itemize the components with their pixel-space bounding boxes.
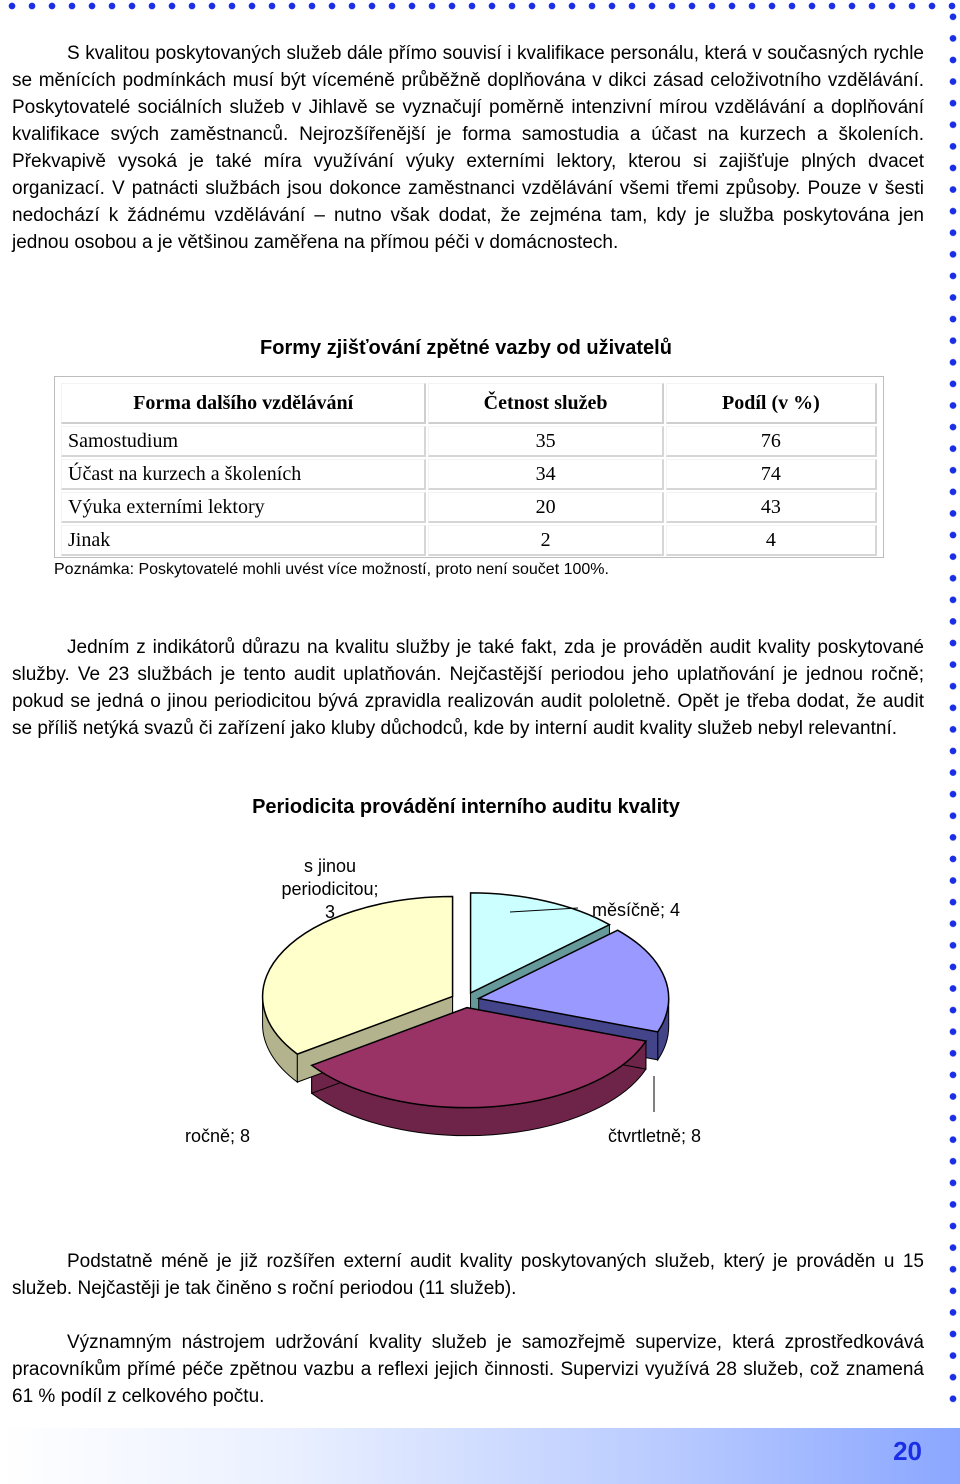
table-row [61,426,877,457]
education-table [54,376,884,558]
chart-heading: Periodicita provádění interního auditu kvality [252,796,680,818]
table-note: Poznámka: Poskytovatelé mohli uvést více možností, proto není součet 100%. [54,561,609,578]
right-dot-border [946,6,960,1416]
cell-form: Samostudium [61,426,426,457]
slice-label: čtvrtletně; 8 [608,1126,702,1146]
cell-frequency: 35 [428,426,663,457]
column-header-frequency: Četnost služeb [428,383,663,424]
paragraph-external-audit: Podstatně méně je již rozšířen externí audit kvality poskytovaných služeb, který je prováděn u 15 služeb. Nejčastěji je tak činěno s roční periodou (11 služeb). [12,1251,924,1299]
cell-share: 76 [666,426,877,457]
cell-frequency: 20 [428,492,663,523]
cell-frequency: 2 [428,525,663,556]
cell-share: 43 [666,492,877,523]
table-header-row [61,383,877,424]
paragraph-audit: Jedním z indikátorů důrazu na kvalitu služby je také fakt, zda je prováděn audit kvality poskytované služby. Ve 23 službách je tento audit uplatňován. Nejčastější periodou jeho uplatňování je jednou ročně; pokud se jedná o jinou periodicitou bývá zpravidla realizován audit pololetně. Opět je třeba dodat, že audit se příliš netýká svazů či zařízení jako kluby důchodců, kde by interní audit kvality služeb nebyl relevantní. [12,637,924,739]
slice-label: s jinou periodicitou; 3 [281,856,379,922]
cell-share: 4 [666,525,877,556]
paragraph-supervision: Významným nástrojem udržování kvality služeb je samozřejmě supervize, která zprostředkovává pracovníkům přímé péče zpětnou vazbu a reflexi jejich činnosti. Supervizi využívá 28 služeb, což znamená 61 % podíl z celkového počtu. [12,1332,924,1407]
slice-label: měsíčně; 4 [592,900,681,920]
cell-form: Výuka externími lektory [61,492,426,523]
slice-label: ročně; 8 [185,1126,251,1146]
page-number: 20 [893,1436,922,1466]
table-heading: Formy zjišťování zpětné vazby od uživatelů [260,337,672,359]
top-dot-border [0,0,960,12]
cell-share: 74 [666,459,877,490]
paragraph-qualification: S kvalitou poskytovaných služeb dále přímo souvisí i kvalifikace personálu, která v současných rychle se měnících podmínkách musí být víceméně průběžně doplňována v dikci zásad celoživotního vzdělávání. Poskytovatelé sociálních služeb v Jihlavě se vyznačují poměrně intenzivní mírou vzdělávání a doplňování kvalifikace svých zaměstnanců. Nejrozšířenější je forma samostudia a účast na kurzech a školeních. Překvapivě vysoká je také míra využívání výuky externími lektory, kterou si zajišťuje plných dvacet organizací. V patnácti službách jsou dokonce zaměstnanci vzdělávání všemi třemi způsoby. Pouze v šesti nedochází k žádnému vzdělávání – nutno však dodat, že zejména tam, kdy je služba poskytována jen jednou osobou a je většinou zaměřena na přímou péči v domácnostech. [12,43,924,253]
footer-bar [0,1428,960,1484]
column-header-form: Forma dalšího vzdělávání [61,383,426,424]
table-row [61,525,877,556]
table-row [61,459,877,490]
cell-frequency: 34 [428,459,663,490]
cell-form: Účast na kurzech a školeních [61,459,426,490]
table-row [61,492,877,523]
column-header-share: Podíl (v %) [666,383,877,424]
cell-form: Jinak [61,525,426,556]
audit-periodicity-pie-chart [180,850,780,1170]
